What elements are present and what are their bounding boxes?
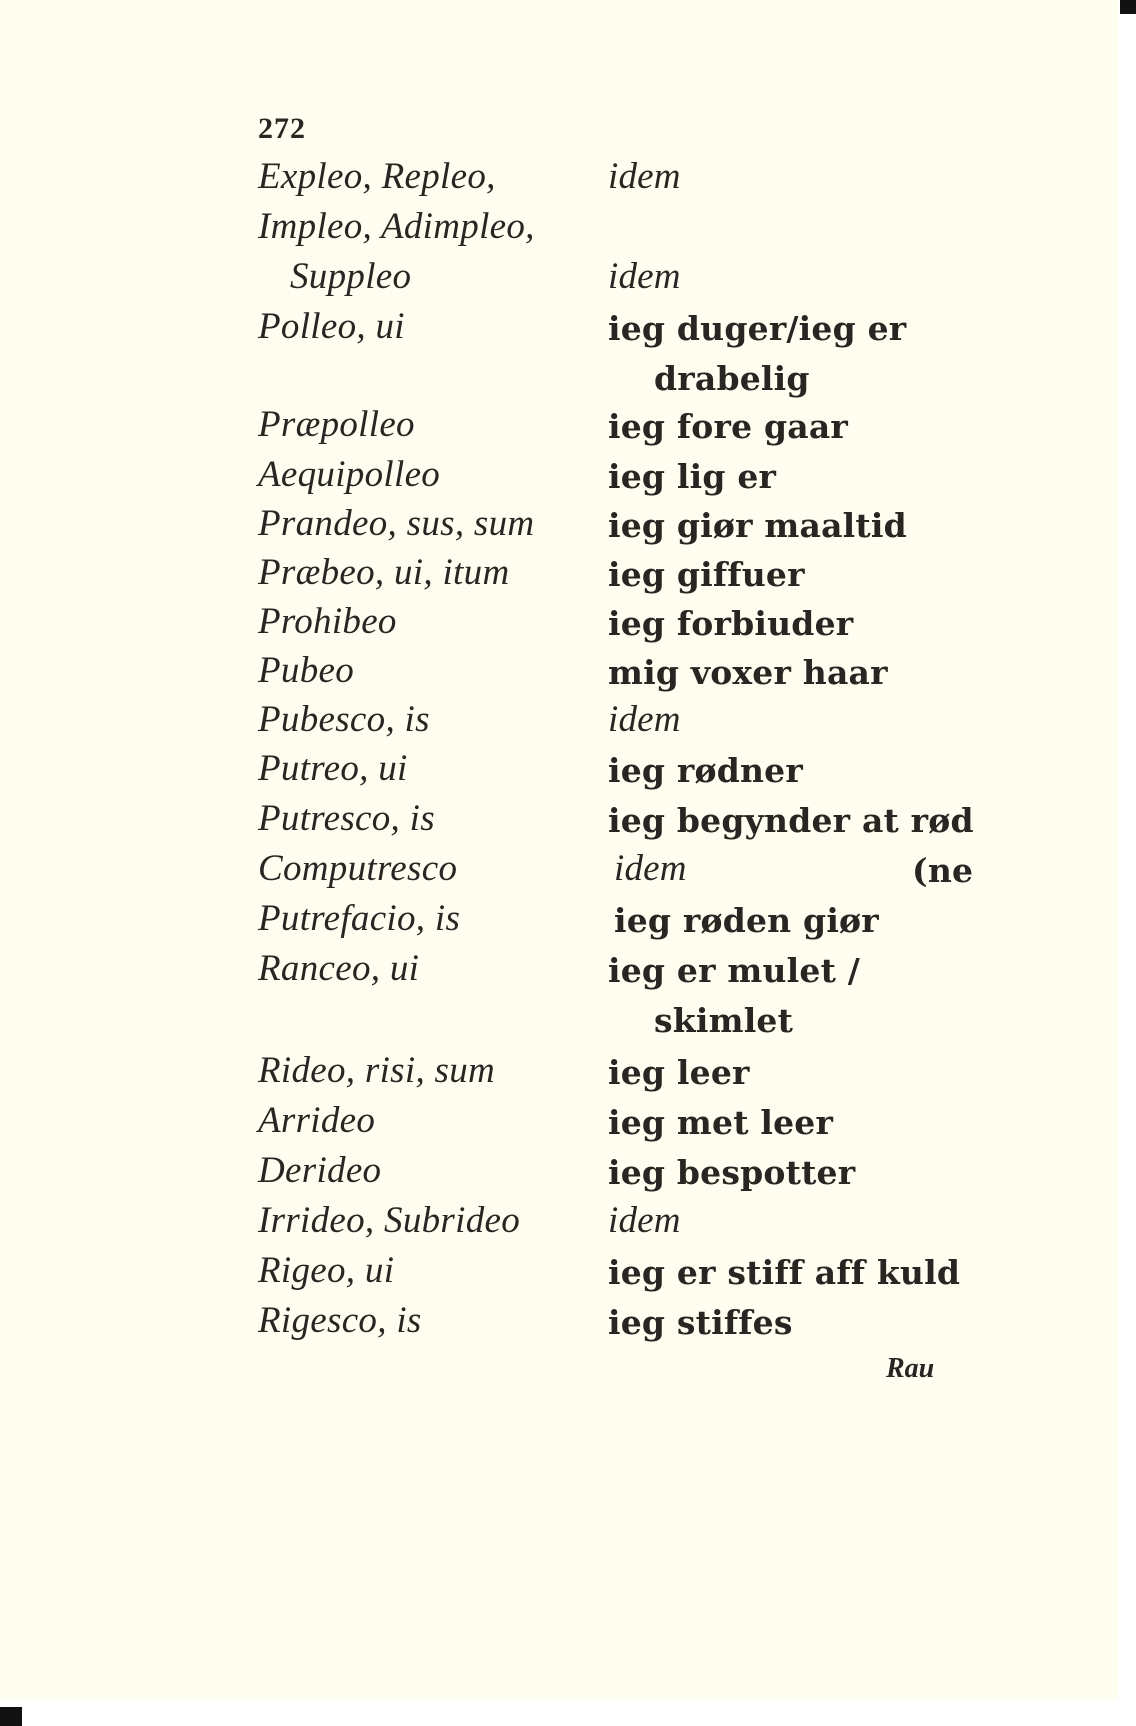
page-number: 272 — [258, 112, 306, 145]
latin-headword: Pubeo — [258, 650, 355, 691]
latin-headword: Expleo, Repleo, — [258, 156, 496, 197]
latin-headword: Ranceo, ui — [258, 948, 420, 989]
latin-headword: Aequipolleo — [258, 454, 441, 495]
danish-gloss: ieg bespotter — [608, 1153, 856, 1192]
latin-headword: Arrideo — [258, 1100, 376, 1141]
latin-headword: Pubesco, is — [258, 699, 430, 740]
danish-gloss: idem — [608, 699, 681, 740]
danish-gloss: ieg met leer — [608, 1103, 834, 1142]
scan-edge-mark — [1120, 0, 1136, 14]
danish-gloss: ieg fore gaar — [608, 407, 848, 446]
latin-headword: Impleo, Adimpleo, — [258, 206, 535, 247]
danish-gloss: idem — [614, 848, 687, 889]
latin-headword: Præpolleo — [258, 404, 415, 445]
danish-gloss: ieg røden giør — [614, 901, 879, 940]
latin-headword: Polleo, ui — [258, 306, 405, 347]
danish-gloss: ieg er stiff aff kuld — [608, 1253, 961, 1292]
latin-headword: Putresco, is — [258, 798, 435, 839]
latin-headword: Præbeo, ui, itum — [258, 552, 510, 593]
latin-headword: Putrefacio, is — [258, 898, 461, 939]
latin-headword: Irrideo, Subrideo — [258, 1200, 521, 1241]
danish-gloss: ieg lig er — [608, 457, 777, 496]
danish-gloss: idem — [608, 256, 681, 297]
danish-gloss: idem — [608, 1200, 681, 1241]
danish-gloss: idem — [608, 156, 681, 197]
latin-headword: Rideo, risi, sum — [258, 1050, 496, 1091]
danish-gloss: ieg begynder at rød — [608, 801, 974, 840]
latin-headword: Putreo, ui — [258, 748, 408, 789]
latin-headword: Computresco — [258, 848, 458, 889]
latin-headword: Rigesco, is — [258, 1300, 422, 1341]
latin-headword: Suppleo — [290, 256, 412, 297]
danish-gloss: ieg duger/ieg er — [608, 309, 907, 348]
danish-gloss-continuation: skimlet — [654, 1001, 794, 1040]
danish-gloss: ieg giør maaltid — [608, 506, 907, 545]
danish-gloss: ieg giffuer — [608, 555, 805, 594]
danish-gloss-overflow: (ne — [912, 851, 974, 890]
latin-headword: Derideo — [258, 1150, 382, 1191]
danish-gloss: ieg stiffes — [608, 1303, 793, 1342]
catchword: Rau — [886, 1353, 935, 1384]
scan-margin-right — [1118, 0, 1136, 1726]
scan-margin-bottom — [0, 1700, 1136, 1726]
scan-edge-mark — [0, 1707, 22, 1726]
danish-gloss: ieg leer — [608, 1053, 750, 1092]
latin-headword: Prohibeo — [258, 601, 397, 642]
latin-headword: Rigeo, ui — [258, 1250, 395, 1291]
danish-gloss: ieg er mulet / — [608, 951, 860, 990]
danish-gloss-continuation: drabelig — [654, 359, 810, 398]
danish-gloss: ieg rødner — [608, 751, 803, 790]
danish-gloss: ieg forbiuder — [608, 604, 854, 643]
latin-headword: Prandeo, sus, sum — [258, 503, 535, 544]
danish-gloss: mig voxer haar — [608, 653, 888, 692]
